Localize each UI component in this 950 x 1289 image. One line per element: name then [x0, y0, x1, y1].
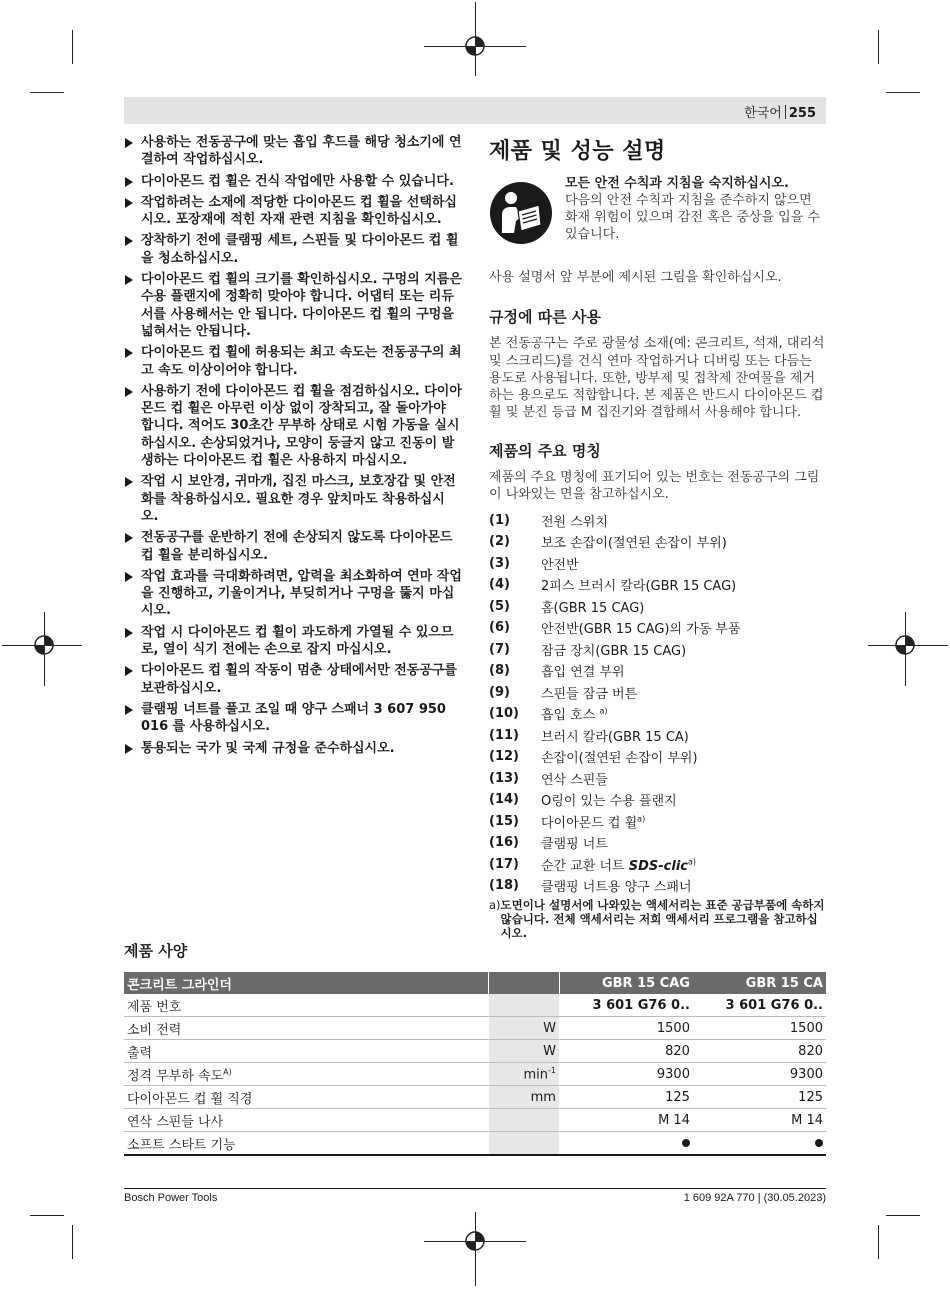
- spec-unit: [489, 1086, 560, 1109]
- bullet-triangle-icon: [125, 177, 133, 187]
- header-text: [744, 102, 816, 121]
- spec-unit-exponent: -1: [547, 1065, 556, 1075]
- component-label: [541, 726, 827, 745]
- safety-bullet: [124, 232, 462, 267]
- spec-label-text: 다이아몬드 컵 휠 직경: [127, 1091, 253, 1107]
- component-text: 스핀들 잠금 버튼: [541, 686, 638, 702]
- component-item: [489, 703, 827, 725]
- component-text: 다이아몬드 컵 휠: [541, 815, 638, 831]
- component-label: [541, 833, 827, 852]
- component-text: 잠금 장치(GBR 15 CAG): [541, 643, 687, 659]
- component-text: 클램핑 너트용 양구 스패너: [541, 880, 692, 896]
- component-label: [541, 769, 827, 788]
- spec-value-text: 9300: [656, 1066, 690, 1082]
- header-separator: [785, 105, 786, 119]
- spec-label-text: 출력: [127, 1045, 153, 1061]
- figure-note: 사용 설명서 앞 부분에 제시된 그림을 확인하십시오.: [489, 270, 782, 285]
- component-label: [541, 640, 827, 659]
- component-text: O링이 있는 수용 플랜지: [541, 794, 677, 810]
- footer-rule: [124, 1188, 826, 1189]
- crop-mark: [886, 92, 920, 93]
- safety-instructions-list: [124, 134, 462, 761]
- bullet-text: 장착하기 전에 클램핑 세트, 스핀들 및 다이아몬드 컵 휠을 청소하십시오.: [141, 233, 459, 266]
- component-number: (13): [489, 770, 519, 786]
- component-number: (9): [489, 684, 510, 700]
- component-number: (16): [489, 835, 519, 851]
- component-number: (7): [489, 641, 510, 657]
- component-number: (6): [489, 620, 510, 636]
- component-number: (8): [489, 663, 510, 679]
- footnote-label: a): [489, 898, 501, 913]
- spec-value-model-2: [693, 994, 826, 1017]
- spec-unit: [489, 1109, 560, 1132]
- component-item: [489, 574, 827, 596]
- spec-value-text: 1500: [656, 1020, 690, 1036]
- component-text: 흡입 호스: [541, 708, 600, 724]
- component-label: [541, 747, 827, 766]
- bullet-triangle-icon: [125, 477, 133, 487]
- header-language: 한국어: [744, 106, 782, 121]
- component-number: (2): [489, 534, 510, 550]
- component-item: [489, 832, 827, 854]
- spec-label: [124, 994, 489, 1017]
- product-description: [489, 134, 827, 940]
- spec-unit: [489, 1132, 560, 1156]
- bullet-text: 사용하기 전에 다이아몬드 컵 휠을 점검하십시오. 다이아몬드 컵 휠은 아무런 이상 없이 장착되고, 잘 돌아가야 합니다. 적어도 30초간 무부하 상태로 시험 가동을 실시하십시오. 손상되었거나, 모양이 둥글지 않고 진동이 발생하는 다이아몬드 컵 휠은 사용하지 마십시오.: [141, 383, 462, 469]
- component-text: 순간 교환 너트: [541, 858, 629, 874]
- bullet-text: 다이아몬드 컵 휠의 크기를 확인하십시오. 구멍의 지름은 수용 플랜지에 정확히 맞아야 합니다. 어댑터 또는 리듀서를 사용해서는 안 됩니다. 다이아몬드 컵 휠의 구멍을 넓혀서는 안됩니다.: [141, 272, 462, 339]
- bullet-text: 작업 효과를 극대화하려면, 압력을 최소화하여 연마 작업을 진행하고, 기울이거나, 부딪히거나 구멍을 뚫지 마십시오.: [141, 568, 462, 619]
- component-item: [489, 724, 827, 746]
- spec-unit-text: min: [523, 1067, 548, 1083]
- component-item: [489, 810, 827, 832]
- spec-label: [124, 1040, 489, 1063]
- spec-value-text: 1500: [789, 1020, 823, 1036]
- safety-bullet: [124, 271, 462, 340]
- registration-mark-icon: [33, 634, 55, 656]
- spec-value-model-2: [693, 1132, 826, 1156]
- safety-bullet: [124, 134, 462, 169]
- specs-header-model-2: GBR 15 CA: [693, 972, 826, 994]
- crop-mark: [72, 1225, 73, 1259]
- component-number: (4): [489, 577, 510, 593]
- spec-value-model-1: [559, 1040, 693, 1063]
- spec-value-model-1: [559, 1063, 693, 1086]
- bullet-text: 전동공구를 운반하기 전에 손상되지 않도록 다이아몬드 컵 휠을 분리하십시오.: [141, 530, 453, 563]
- footer-doc-number: 1 609 92A 770 | (30.05.2023): [683, 1192, 826, 1204]
- registration-mark-icon: [464, 35, 486, 57]
- component-label: [541, 597, 827, 616]
- component-label: [541, 661, 827, 680]
- crop-mark: [30, 92, 64, 93]
- bullet-text: 작업하려는 소재에 적당한 다이아몬드 컵 휠을 선택하십시오. 포장재에 적힌 자재 관련 지침을 확인하십시오.: [141, 194, 457, 228]
- spec-unit-text: W: [543, 1043, 556, 1059]
- component-text: 보조 손잡이(절연된 손잡이 부위): [541, 536, 727, 552]
- bullet-triangle-icon: [125, 572, 133, 582]
- component-text: 연삭 스핀들: [541, 772, 608, 788]
- component-number: (18): [489, 878, 519, 894]
- crop-mark: [878, 30, 879, 64]
- components-list: [489, 509, 827, 896]
- component-item: [489, 509, 827, 531]
- spec-value-model-1: [559, 1086, 693, 1109]
- component-text: 클램핑 너트: [541, 837, 608, 853]
- components-intro: 제품의 주요 명칭에 표기되어 있는 번호는 전동공구의 그림이 나와있는 면을 참고하십시오.: [489, 469, 820, 503]
- read-manual-icon: [489, 181, 553, 245]
- component-text: 홈(GBR 15 CAG): [541, 600, 645, 616]
- specs-row: [124, 1132, 826, 1156]
- section-title: 제품 및 성능 설명: [489, 139, 666, 164]
- component-item: [489, 789, 827, 811]
- spec-value-text: 9300: [789, 1066, 823, 1082]
- component-number: (11): [489, 727, 519, 743]
- bullet-text: 작업 시 다이아몬드 컵 휠이 과도하게 가열될 수 있으므로, 열이 식기 전에는 손으로 잡지 마십시오.: [141, 624, 454, 658]
- registration-mark-icon: [464, 1230, 486, 1252]
- footnote-ref: a): [637, 814, 646, 824]
- bullet-triangle-icon: [125, 275, 133, 285]
- specs-row: [124, 1017, 826, 1040]
- component-item: [489, 853, 827, 875]
- intended-use-title: 규정에 따른 사용: [489, 308, 601, 327]
- spec-value-text: 125: [665, 1089, 690, 1105]
- specs-title: 제품 사양: [124, 942, 188, 960]
- intended-use-text: 본 전동공구는 주로 광물성 소재(예: 콘크리트, 석재, 대리석 및 스크리드)를 건식 연마 작업하거나 디버링 또는 다듬는 용도로 사용됩니다. 또한, 방부제 및 접착제 잔여물을 제거하는 용으로도 적합합니다. 본 제품은 반드시 다이아몬드 컵 휠 및 분진 등급 M 집진기와 결합해서 사용해야 합니다.: [489, 336, 825, 421]
- bullet-text: 클램핑 너트를 풀고 조일 때 양구 스패너 3 607 950 016 를 사용하십시오.: [141, 701, 446, 735]
- component-text: 안전반: [541, 557, 579, 573]
- component-text: 손잡이(절연된 손잡이 부위): [541, 751, 698, 767]
- spec-label: [124, 1132, 489, 1156]
- component-item: [489, 638, 827, 660]
- component-number: (3): [489, 555, 510, 571]
- bullet-text: 다이아몬드 컵 휠에 허용되는 최고 속도는 전동공구의 최고 속도 이상이어야 합니다.: [141, 345, 462, 378]
- spec-value-text: 125: [798, 1089, 823, 1105]
- component-item: [489, 767, 827, 789]
- crop-mark: [878, 1225, 879, 1259]
- bullet-triangle-icon: [125, 705, 133, 715]
- component-item: [489, 531, 827, 553]
- component-text: 흡입 연결 부위: [541, 665, 625, 681]
- spec-value-text: 3 601 G76 0..: [725, 997, 823, 1013]
- component-label: [541, 575, 827, 594]
- components-title: 제품의 주요 명칭: [489, 441, 601, 460]
- spec-label: [124, 1109, 489, 1132]
- component-number: (10): [489, 706, 519, 722]
- bullet-triangle-icon: [125, 628, 133, 638]
- spec-unit-text: mm: [530, 1089, 556, 1105]
- component-number: (15): [489, 813, 519, 829]
- spec-footnote-ref: A): [223, 1067, 232, 1077]
- bullet-text: 통용되는 국가 및 국제 규정을 준수하십시오.: [141, 740, 395, 756]
- spec-label-text: 제품 번호: [127, 999, 182, 1015]
- bullet-text: 사용하는 전동공구에 맞는 흡입 후드를 해당 청소기에 연결하여 작업하십시오.: [141, 135, 462, 168]
- footnote-ref: a): [688, 857, 697, 867]
- component-label: [541, 855, 827, 874]
- bullet-triangle-icon: [125, 533, 133, 543]
- crop-mark: [72, 30, 73, 64]
- component-label: [541, 683, 827, 702]
- specs-row: [124, 1086, 826, 1109]
- component-item: [489, 552, 827, 574]
- safety-bullet: [124, 194, 462, 229]
- spec-value-model-1: [559, 1017, 693, 1040]
- bullet-triangle-icon: [125, 138, 133, 148]
- footer-brand: Bosch Power Tools: [124, 1192, 218, 1204]
- safety-bullet: [124, 344, 462, 379]
- safety-bullet: [124, 662, 462, 697]
- feature-dot-icon: [682, 1139, 690, 1147]
- specs-header-row: [124, 972, 826, 994]
- component-item: [489, 875, 827, 897]
- specs-row: [124, 994, 826, 1017]
- component-number: (14): [489, 792, 519, 808]
- specs-header-name: 콘크리트 그라인더: [124, 972, 489, 994]
- footnote-ref: a): [599, 706, 608, 716]
- page-number: 255: [788, 106, 816, 121]
- safety-bullet: [124, 740, 462, 757]
- bullet-triangle-icon: [125, 236, 133, 246]
- component-text: 전원 스위치: [541, 514, 608, 530]
- safety-bullet: [124, 624, 462, 659]
- footnote: [489, 898, 827, 940]
- component-item: [489, 595, 827, 617]
- spec-value-model-2: [693, 1063, 826, 1086]
- component-label: [541, 532, 827, 551]
- component-label: [541, 618, 827, 637]
- spec-unit: [489, 1063, 560, 1086]
- specs-header-model-1: GBR 15 CAG: [559, 972, 693, 994]
- spec-value-text: 820: [798, 1043, 823, 1059]
- spec-label-text: 연삭 스핀들 나사: [127, 1114, 224, 1130]
- spec-label-text: 소프트 스타트 기능: [127, 1137, 236, 1153]
- spec-unit: [489, 1017, 560, 1040]
- component-item: [489, 660, 827, 682]
- component-label: [541, 554, 827, 573]
- spec-value-text: M 14: [791, 1112, 823, 1128]
- spec-label-text: 정격 무부하 속도: [127, 1068, 224, 1084]
- component-number: (5): [489, 598, 510, 614]
- component-text: 안전반(GBR 15 CAG)의 가동 부품: [541, 622, 741, 638]
- spec-value-model-2: [693, 1086, 826, 1109]
- component-number: (1): [489, 512, 510, 528]
- component-item: [489, 617, 827, 639]
- bullet-triangle-icon: [125, 387, 133, 397]
- safety-bullet: [124, 529, 462, 564]
- spec-label: [124, 1063, 489, 1086]
- bullet-triangle-icon: [125, 198, 133, 208]
- safety-bullet: [124, 701, 462, 736]
- specs-header-unit: [489, 972, 560, 994]
- spec-label: [124, 1017, 489, 1040]
- safety-bullet: [124, 568, 462, 620]
- component-text: 2피스 브러시 칼라(GBR 15 CAG): [541, 579, 737, 595]
- component-label: [541, 876, 827, 895]
- bullet-triangle-icon: [125, 666, 133, 676]
- specs-table: [124, 972, 826, 1156]
- component-label: [541, 790, 827, 809]
- feature-dot-icon: [815, 1139, 823, 1147]
- spec-value-model-1: [559, 1109, 693, 1132]
- spec-label: [124, 1086, 489, 1109]
- page-header: [124, 97, 826, 124]
- spec-label-text: 소비 전력: [127, 1022, 182, 1038]
- specs-row: [124, 1063, 826, 1086]
- registration-mark-icon: [894, 634, 916, 656]
- crop-mark: [886, 1215, 920, 1216]
- component-text: 브러시 칼라(GBR 15 CA): [541, 729, 689, 745]
- component-number: (12): [489, 749, 519, 765]
- component-item: [489, 681, 827, 703]
- warning-heading: 모든 안전 수칙과 지침을 숙지하십시오.: [565, 176, 789, 191]
- spec-value-model-2: [693, 1040, 826, 1063]
- bullet-text: 다이아몬드 컵 휠의 작동이 멈춘 상태에서만 전동공구를 보관하십시오.: [141, 663, 457, 696]
- spec-unit-text: W: [543, 1020, 556, 1036]
- bullet-text: 다이아몬드 컵 휠은 건식 작업에만 사용할 수 있습니다.: [141, 173, 454, 189]
- specs-row: [124, 1040, 826, 1063]
- safety-bullet: [124, 383, 462, 469]
- footnote-text: 도면이나 설명서에 나와있는 액세서리는 표준 공급부품에 속하지 않습니다. 전체 액세서리는 저희 액세서리 프로그램을 참고하십시오.: [500, 898, 825, 941]
- warning-block: [489, 175, 827, 275]
- spec-value-text: 3 601 G76 0..: [592, 997, 690, 1013]
- spec-value-model-2: [693, 1017, 826, 1040]
- spec-value-text: 820: [665, 1043, 690, 1059]
- spec-unit: [489, 1040, 560, 1063]
- spec-value-model-1: [559, 994, 693, 1017]
- component-label: [541, 704, 827, 723]
- warning-text: 다음의 안전 수칙과 지침을 준수하지 않으면 화재 위험이 있으며 감전 혹은 중상을 입을 수 있습니다.: [565, 193, 820, 242]
- safety-bullet: [124, 473, 462, 525]
- bullet-text: 작업 시 보안경, 귀마개, 집진 마스크, 보호장갑 및 안전화를 착용하십시오. 필요한 경우 앞치마도 착용하십시오.: [141, 474, 456, 524]
- component-number: (17): [489, 856, 519, 872]
- bullet-triangle-icon: [125, 744, 133, 754]
- spec-unit: [489, 994, 560, 1017]
- component-item: [489, 746, 827, 768]
- specs-row: [124, 1109, 826, 1132]
- spec-value-model-1: [559, 1132, 693, 1156]
- component-label: [541, 511, 827, 530]
- sds-clic-logo: SDS-clic: [628, 858, 688, 874]
- safety-bullet: [124, 173, 462, 190]
- spec-value-text: M 14: [658, 1112, 690, 1128]
- spec-value-model-2: [693, 1109, 826, 1132]
- component-label: [541, 812, 827, 831]
- crop-mark: [30, 1215, 64, 1216]
- bullet-triangle-icon: [125, 348, 133, 358]
